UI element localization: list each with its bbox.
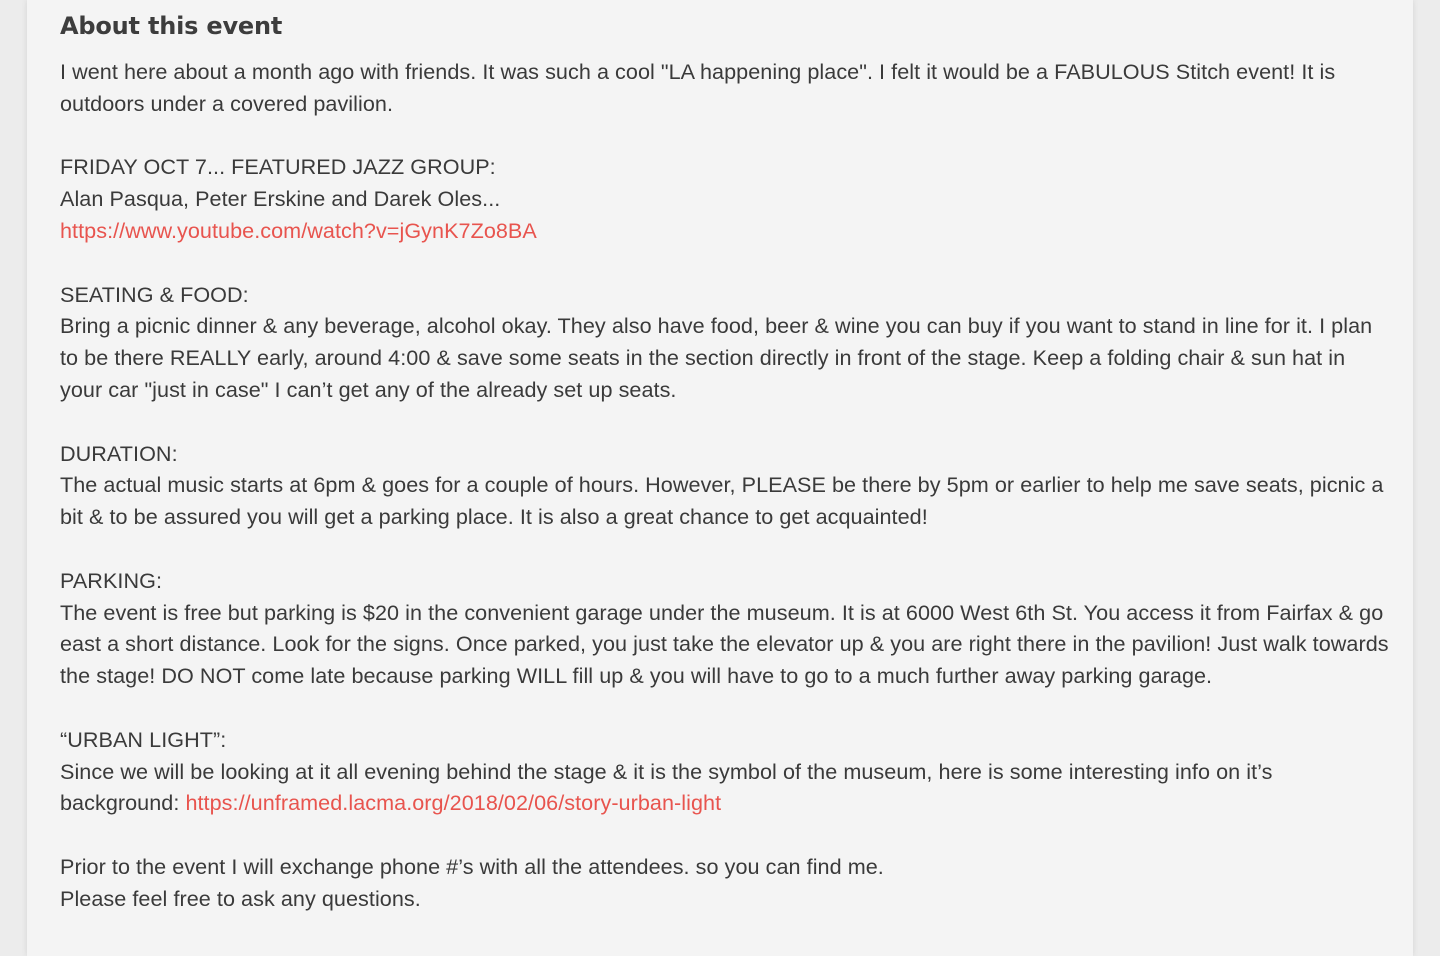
duration-heading: DURATION: xyxy=(60,440,178,466)
event-description-card xyxy=(27,0,1413,956)
section-title: About this event xyxy=(60,12,283,40)
jazz-heading: FRIDAY OCT 7... FEATURED JAZZ GROUP: xyxy=(60,154,496,180)
parking-text: The event is free but parking is $20 in the convenient garage under the museum. It is at 6000 West 6th St. You access it from Fairfax & go east a short distance. Look for the signs. Once parked, you just take the elevator up & you are right there in the pavilion! Just walk towards the stage! DO NOT come late because parking WILL fill up & you will have to go to a much further away parking garage. xyxy=(60,599,1389,689)
intro-paragraph: I went here about a month ago with friends. It was such a cool "LA happening place". I felt it would be a FABULOUS Stitch event! It is outdoors under a covered pavilion. xyxy=(60,59,1336,116)
lacma-link[interactable]: https://unframed.lacma.org/2018/02/06/story-urban-light xyxy=(185,790,722,816)
closing-line-2: Please feel free to ask any questions. xyxy=(60,885,421,911)
seating-text: Bring a picnic dinner & any beverage, alcohol okay. They also have food, beer & wine you can buy if you want to stand in line for it. I plan to be there REALLY early, around 4:00 & save some seats in the section directly in front of the stage. Keep a folding chair & sun hat in your car "just in case" I can’t get any of the already set up seats. xyxy=(60,313,1373,402)
duration-section xyxy=(60,438,1390,533)
urban-light-section xyxy=(60,724,1390,819)
closing-section xyxy=(60,851,1390,915)
urban-light-text: Since we will be looking at it all evening behind the stage & it is the symbol of the museum, here is some interesting info on it’s background: xyxy=(60,758,1273,816)
jazz-performers: Alan Pasqua, Peter Erskine and Darek Oles... xyxy=(60,186,501,212)
jazz-section xyxy=(60,151,1390,246)
closing-line-1: Prior to the event I will exchange phone #’s with all the attendees. so you can find me. xyxy=(60,853,884,879)
youtube-link[interactable]: https://www.youtube.com/watch?v=jGynK7Zo8BA xyxy=(60,217,537,243)
event-description-body xyxy=(60,56,1390,915)
parking-heading: PARKING: xyxy=(60,567,162,593)
parking-section xyxy=(60,565,1390,692)
seating-heading: SEATING & FOOD: xyxy=(60,281,249,307)
duration-text: The actual music starts at 6pm & goes for a couple of hours. However, PLEASE be there by 5pm or earlier to help me save seats, picnic a bit & to be assured you will get a parking place. It is also a great chance to get acquainted! xyxy=(60,472,1384,530)
urban-light-heading: “URBAN LIGHT”: xyxy=(60,726,227,752)
seating-section xyxy=(60,279,1390,406)
